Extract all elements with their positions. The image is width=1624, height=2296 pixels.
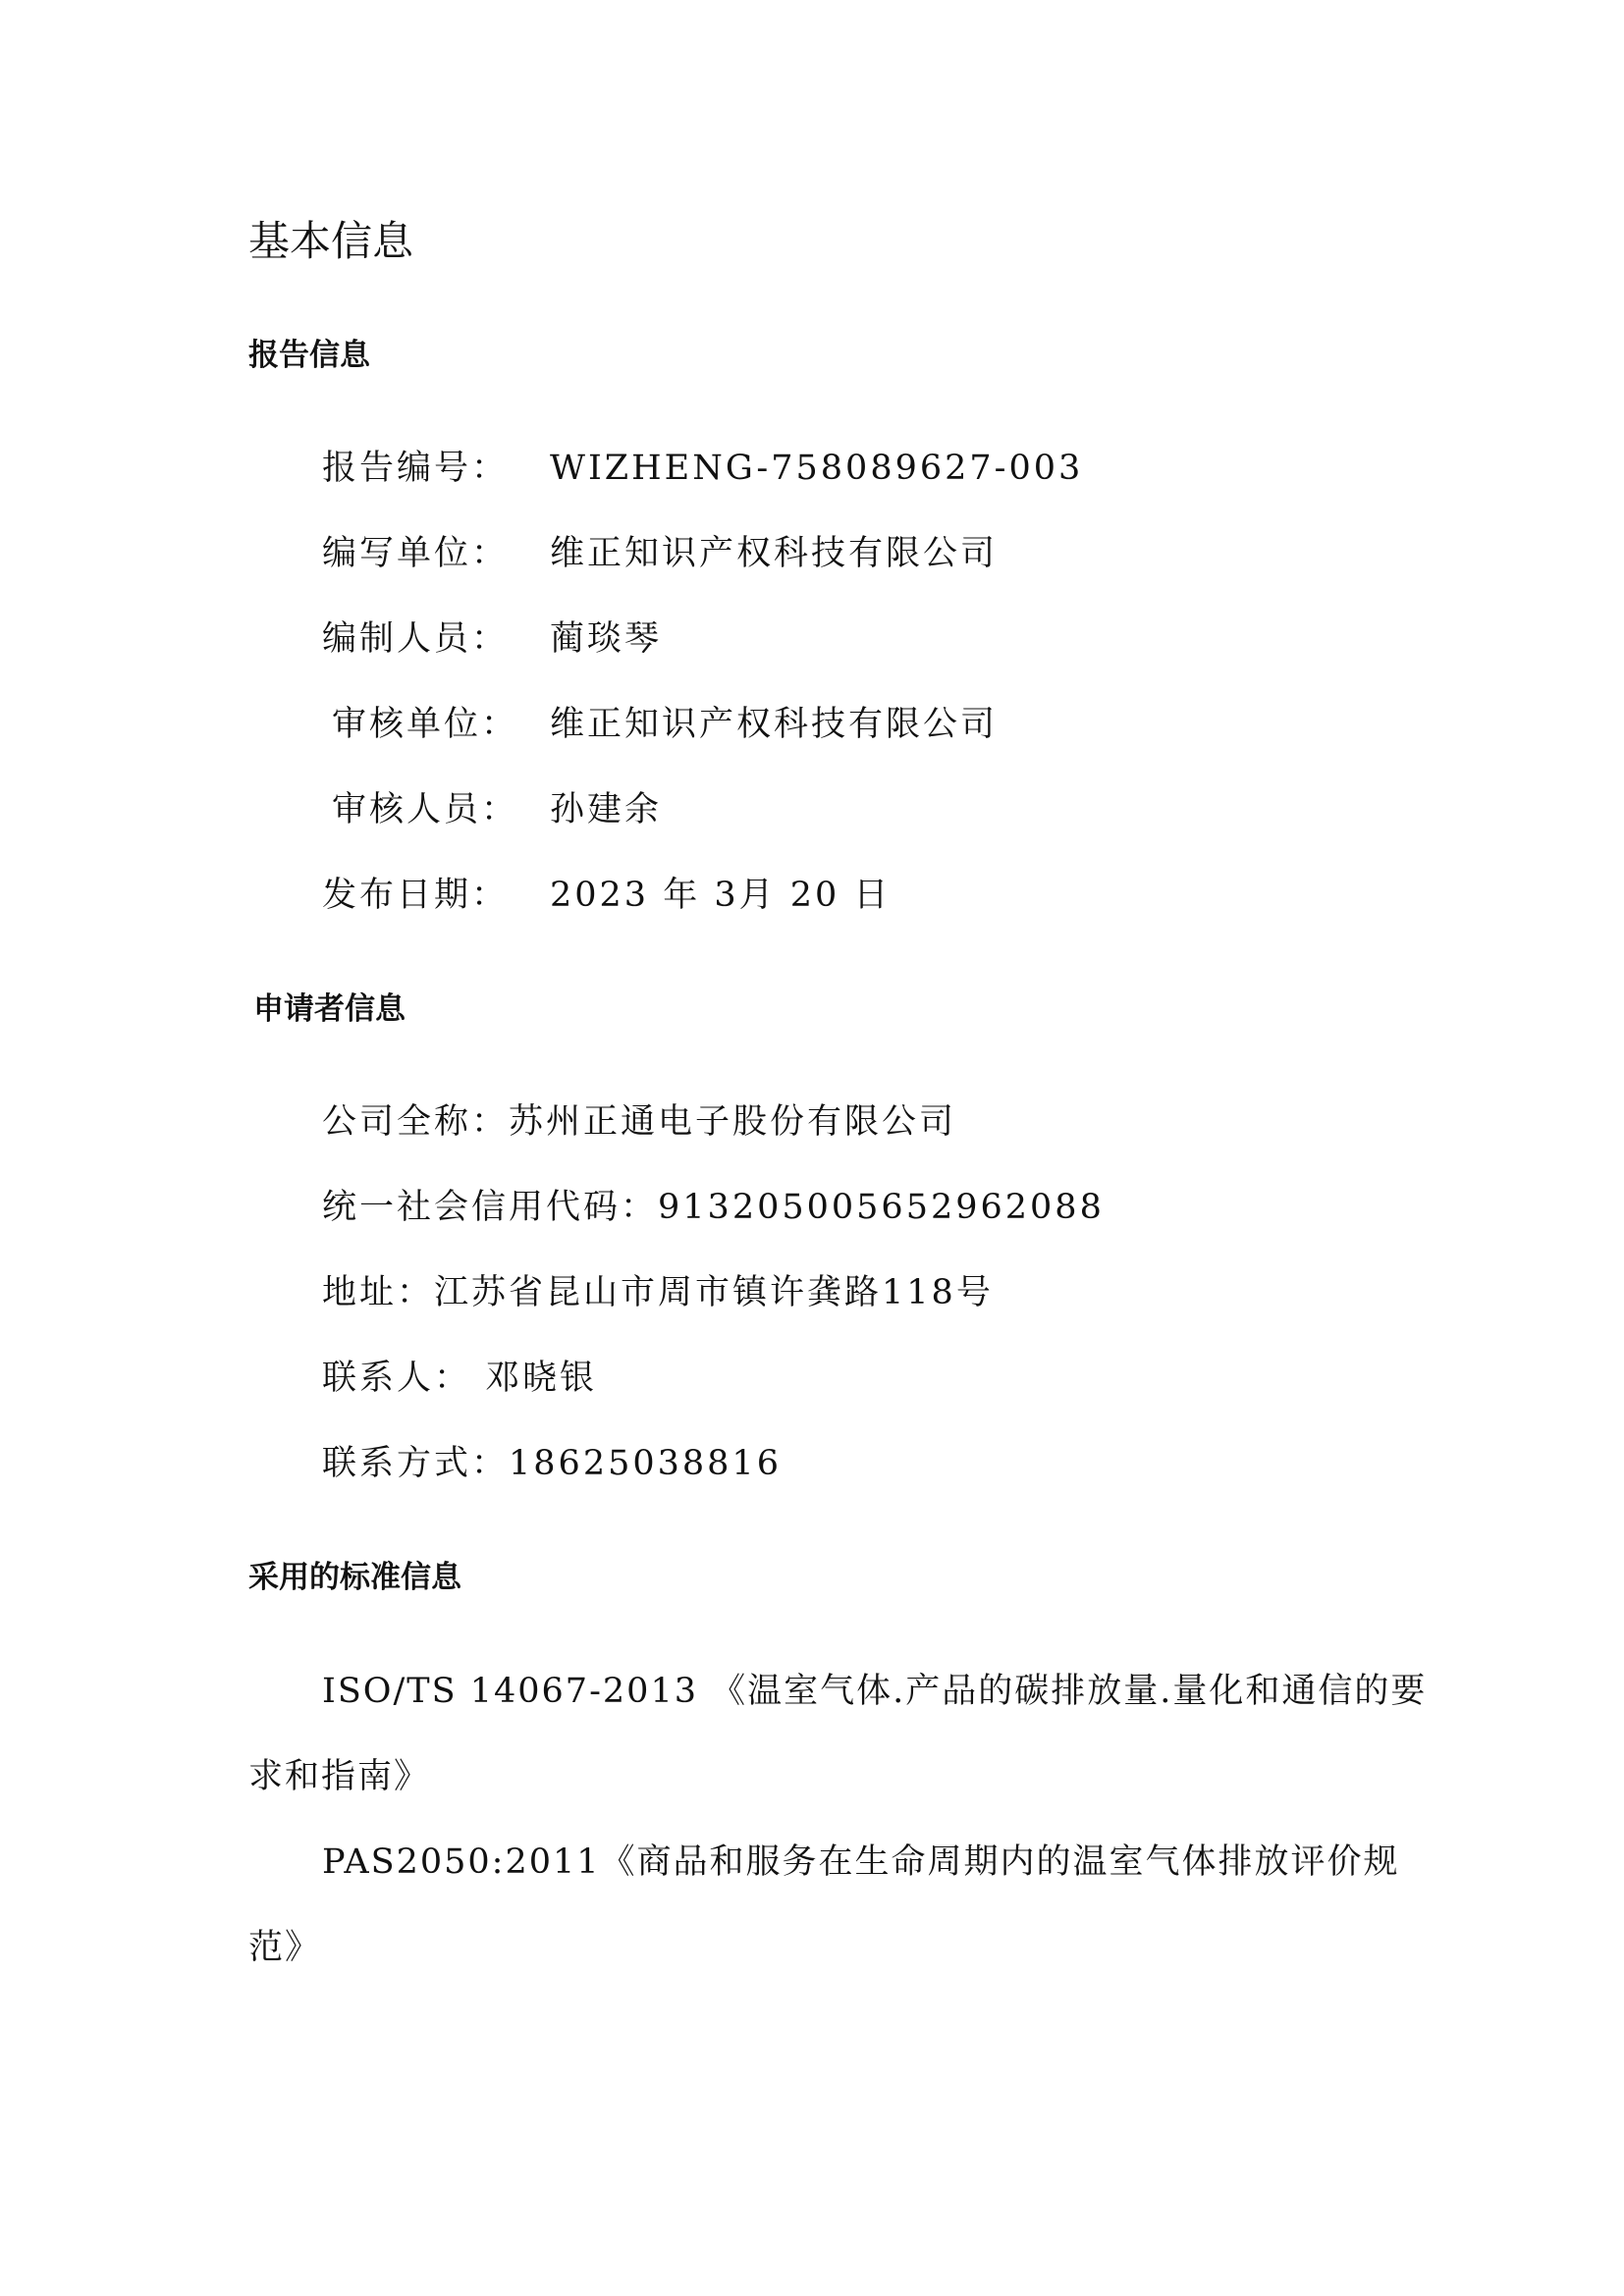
address-row (322, 1268, 994, 1317)
standard-2-line-2: 范》 (248, 1928, 322, 1967)
reviewer-value: 孙建余 (550, 790, 663, 829)
contact-person-row (322, 1354, 597, 1403)
review-org-label: 审核单位： (332, 705, 519, 744)
company-name-value: 苏州正通电子股份有限公司 (509, 1102, 957, 1142)
contact-person-label: 联系人： (322, 1359, 472, 1398)
standards-info-heading: 采用的标准信息 (248, 1560, 461, 1595)
publish-date-label: 发布日期： (322, 876, 510, 915)
reviewer-label: 审核人员： (332, 790, 519, 829)
report-info-heading: 报告信息 (248, 338, 370, 373)
standard-1-line-1: ISO/TS 14067-2013 《温室气体.产品的碳排放量.量化和通信的要 (322, 1672, 1428, 1711)
author-label: 编制人员： (322, 619, 510, 659)
contact-phone-row (322, 1439, 782, 1488)
standard-2-line-1: PAS2050:2011《商品和服务在生命周期内的温室气体排放评价规 (322, 1842, 1400, 1882)
credit-code-label: 统一社会信用代码： (322, 1188, 659, 1227)
credit-code-value: 913205005652962088 (658, 1188, 1105, 1227)
author-org-value: 维正知识产权科技有限公司 (550, 534, 999, 573)
contact-phone-label: 联系方式： (322, 1444, 510, 1483)
standard-1-line-2: 求和指南》 (248, 1757, 431, 1796)
credit-code-row (322, 1183, 1105, 1232)
contact-person-value: 邓晓银 (485, 1359, 598, 1398)
company-name-label: 公司全称： (322, 1102, 510, 1142)
address-label: 地址： (322, 1273, 435, 1312)
applicant-info-heading: 申请者信息 (253, 991, 406, 1027)
publish-date-value: 2023 年 3月 20 日 (550, 876, 892, 915)
author-value: 蔺琰琴 (550, 619, 663, 659)
author-org-label: 编写单位： (322, 534, 510, 573)
review-org-value: 维正知识产权科技有限公司 (550, 705, 999, 744)
page-title: 基本信息 (248, 217, 414, 265)
company-name-row (322, 1097, 956, 1147)
contact-phone-value: 18625038816 (509, 1444, 782, 1483)
address-value: 江苏省昆山市周市镇许龚路118号 (434, 1273, 994, 1312)
report-number-label: 报告编号： (322, 449, 510, 488)
report-number-value: WIZHENG-758089627-003 (550, 449, 1084, 488)
